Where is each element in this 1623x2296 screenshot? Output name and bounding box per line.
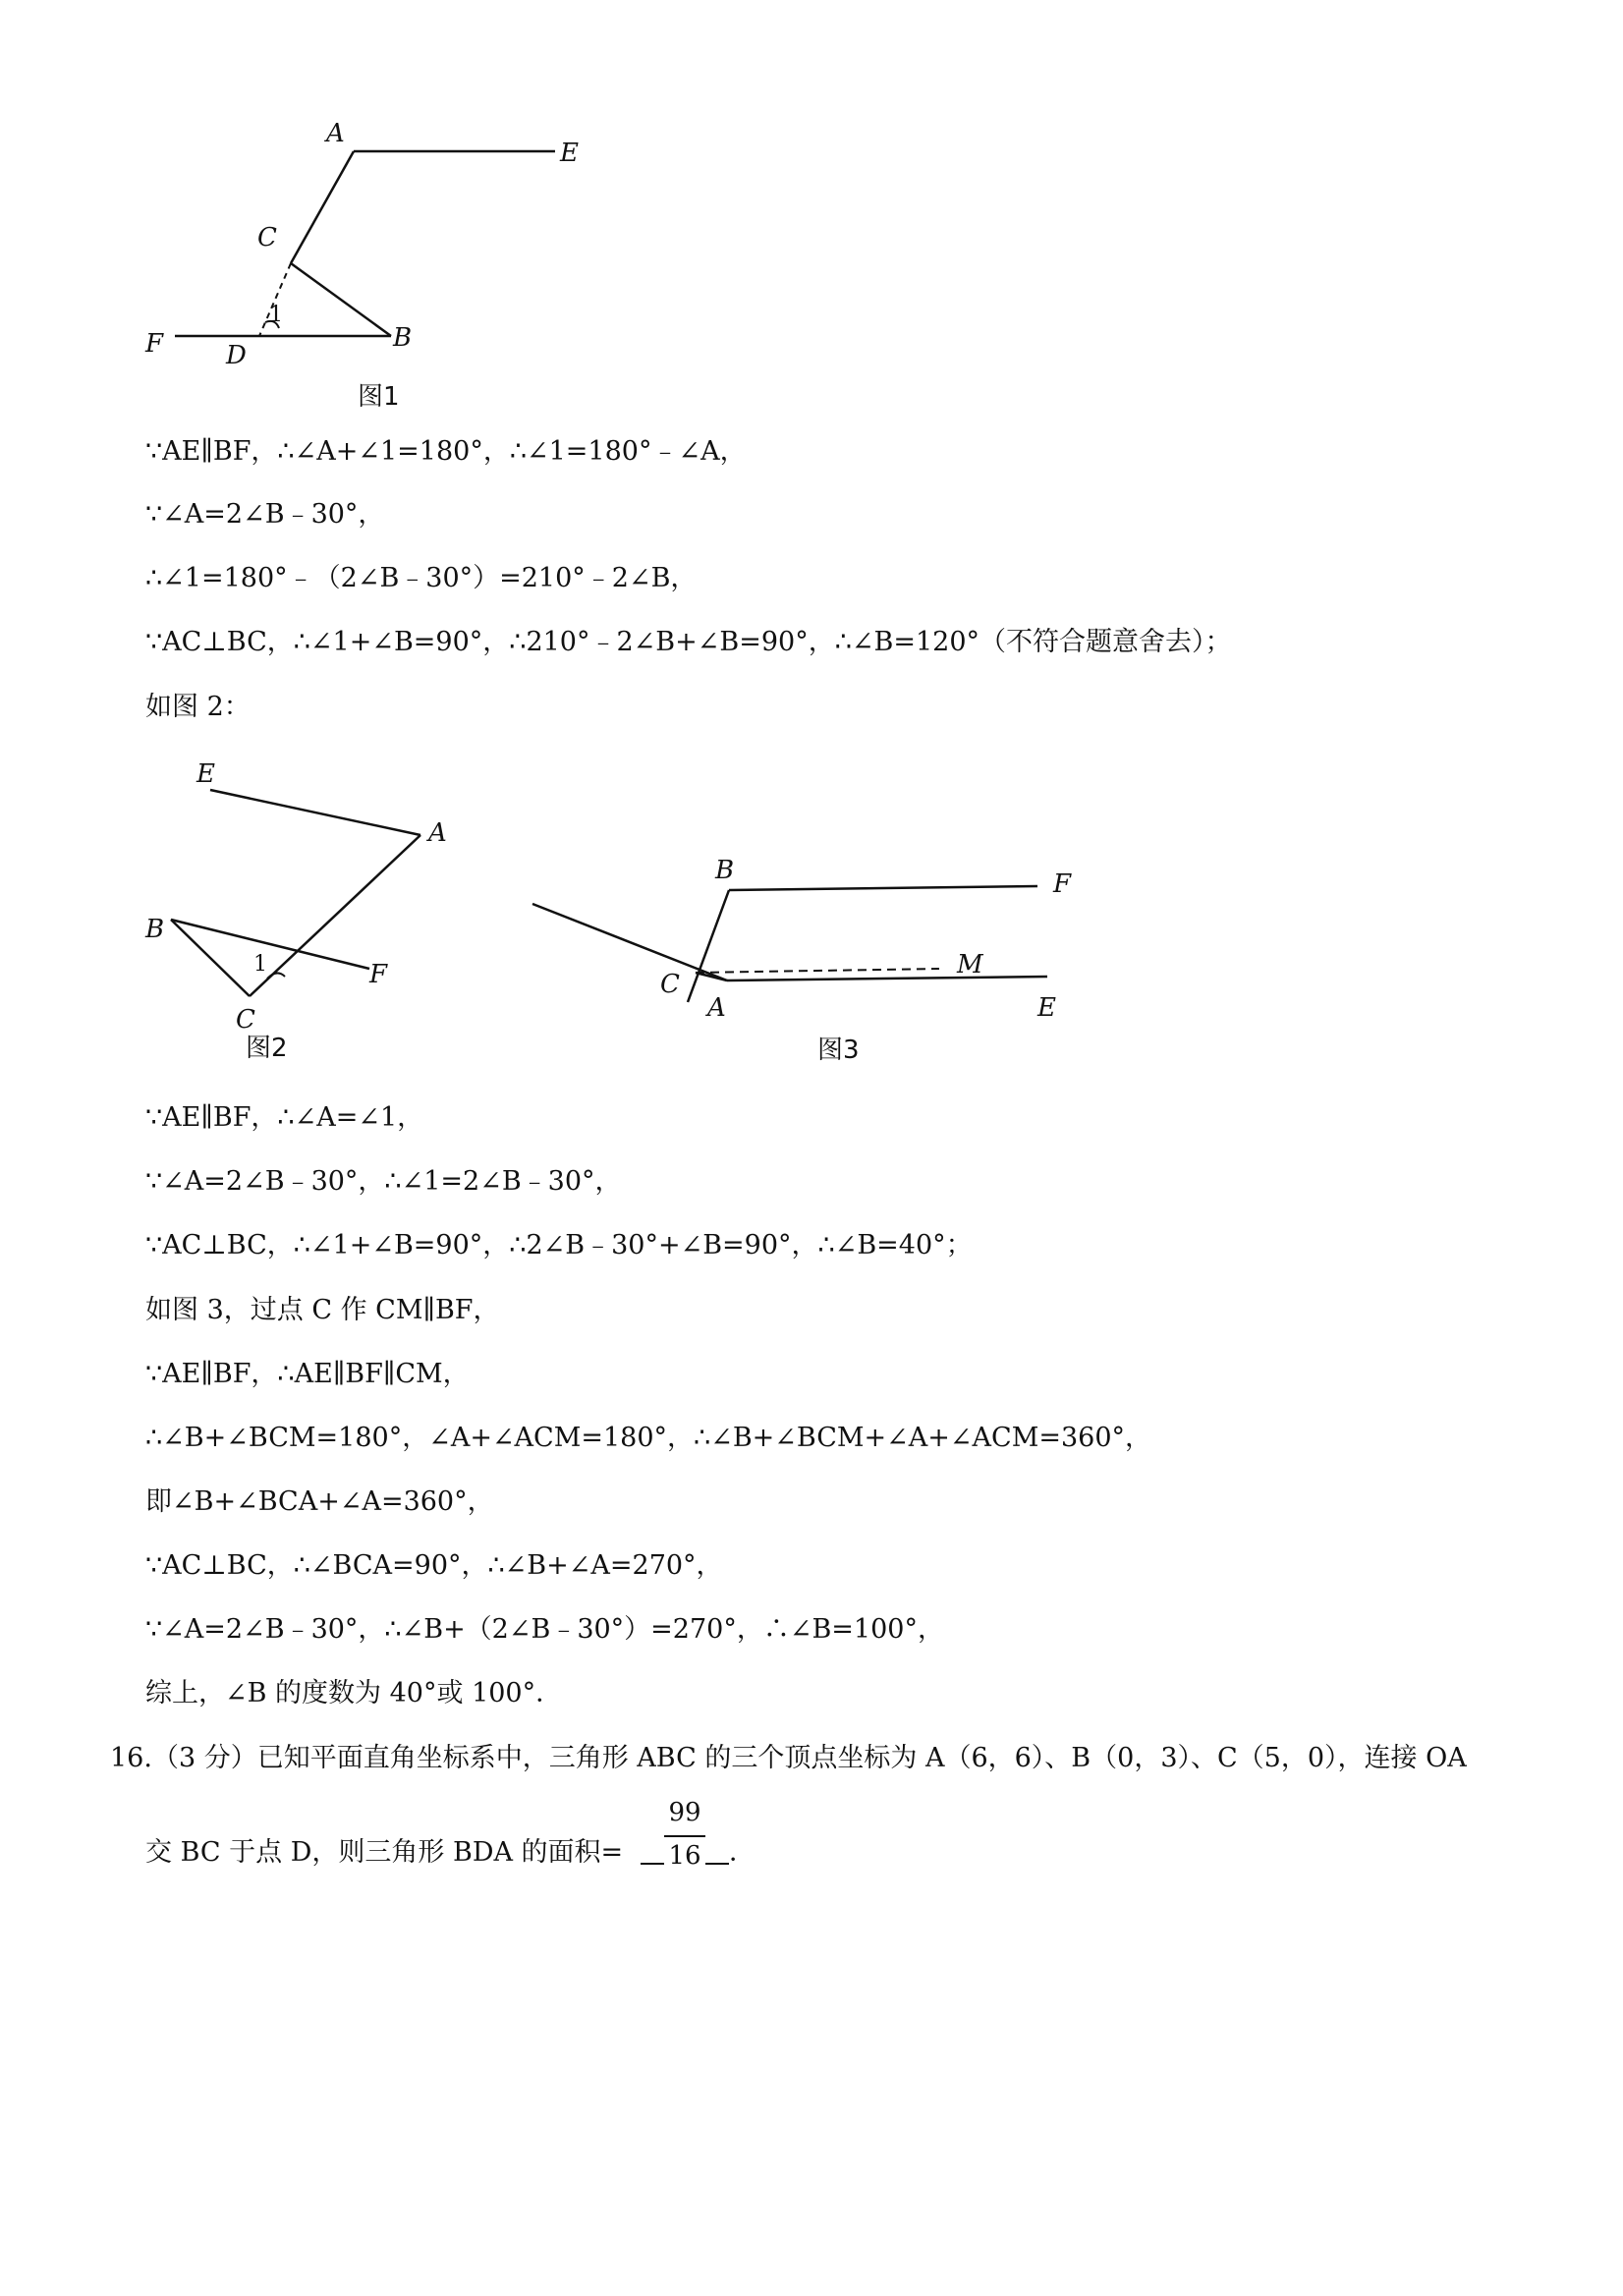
label-B: B <box>393 323 413 353</box>
label-E: E <box>560 139 579 168</box>
label-angle-1: 1 <box>253 952 267 977</box>
label-C: C <box>236 1005 255 1035</box>
solution-line: ∴∠B+∠BCM=180°，∠A+∠ACM=180°，∴∠B+∠BCM+∠A+∠ACM=360°， <box>145 1423 1152 1453</box>
solution-line: ∴∠1=180°﹣（2∠B﹣30°）=210°﹣2∠B， <box>145 563 698 593</box>
solution-line: 综上，∠B 的度数为 40°或 100°． <box>145 1678 563 1708</box>
figure-3 <box>521 845 1091 1061</box>
label-F: F <box>145 329 164 359</box>
label-A: A <box>707 993 726 1023</box>
label-E: E <box>196 759 215 789</box>
figure-1-caption: 图1 <box>358 382 400 412</box>
question-16-line-1: 16.（3 分）已知平面直角坐标系中，三角形 ABC 的三个顶点坐标为 A（6，6）、B（0，3）、C（5，0），连接 OA <box>110 1743 1467 1773</box>
solution-line: ∵AE∥BF，∴AE∥BF∥CM， <box>145 1359 470 1389</box>
label-A: A <box>326 119 345 148</box>
answer-numerator: 99 <box>668 1798 701 1827</box>
solution-line: ∵∠A=2∠B﹣30°，∴∠1=2∠B﹣30°， <box>145 1166 622 1197</box>
label-A: A <box>428 818 447 848</box>
figure-3-drawing <box>521 845 1091 1061</box>
label-B: B <box>145 915 165 944</box>
solution-line: ∵AC⊥BC，∴∠1+∠B=90°，∴2∠B﹣30°+∠B=90°，∴∠B=40°； <box>145 1230 973 1260</box>
question-16-line-2: 交 BC 于点 D，则三角形 BDA 的面积= <box>145 1837 624 1868</box>
label-E: E <box>1037 993 1056 1023</box>
solution-line: 如图 2： <box>145 692 251 722</box>
label-C: C <box>257 223 277 252</box>
figure-1 <box>138 118 648 413</box>
solution-line: ∵AC⊥BC，∴∠1+∠B=90°，∴210°﹣2∠B+∠B=90°，∴∠B=120°（不符合题意舍去）； <box>145 627 1232 657</box>
figure-1-drawing <box>138 118 648 413</box>
solution-line: ∵AE∥BF，∴∠A+∠1=180°，∴∠1=180°﹣∠A， <box>145 436 747 467</box>
figure-2-caption: 图2 <box>246 1034 288 1063</box>
answer-blank-right <box>705 1863 729 1865</box>
question-16-end: ． <box>729 1837 756 1868</box>
label-F: F <box>1053 869 1072 899</box>
solution-line: ∵∠A=2∠B﹣30°，∴∠B+（2∠B﹣30°）=270°，∴∠B=100°， <box>145 1614 944 1645</box>
solution-line: ∵AC⊥BC，∴∠BCA=90°，∴∠B+∠A=270°， <box>145 1550 723 1581</box>
label-B: B <box>715 856 735 885</box>
solution-line: ∵∠A=2∠B﹣30°， <box>145 499 385 530</box>
label-C: C <box>660 970 680 999</box>
label-M: M <box>957 950 983 980</box>
solution-line: ∵AE∥BF，∴∠A=∠1， <box>145 1102 424 1133</box>
fraction-bar <box>664 1835 705 1837</box>
label-D: D <box>226 341 247 370</box>
solution-line: 即∠B+∠BCA+∠A=360°， <box>145 1486 494 1517</box>
figure-2-drawing <box>138 747 491 1041</box>
label-angle-1: 1 <box>269 303 283 327</box>
answer-denominator: 16 <box>668 1841 701 1871</box>
solution-line: 如图 3，过点 C 作 CM∥BF， <box>145 1295 500 1325</box>
label-F: F <box>369 960 388 989</box>
figure-2 <box>138 747 491 1041</box>
figure-3-caption: 图3 <box>817 1036 860 1065</box>
